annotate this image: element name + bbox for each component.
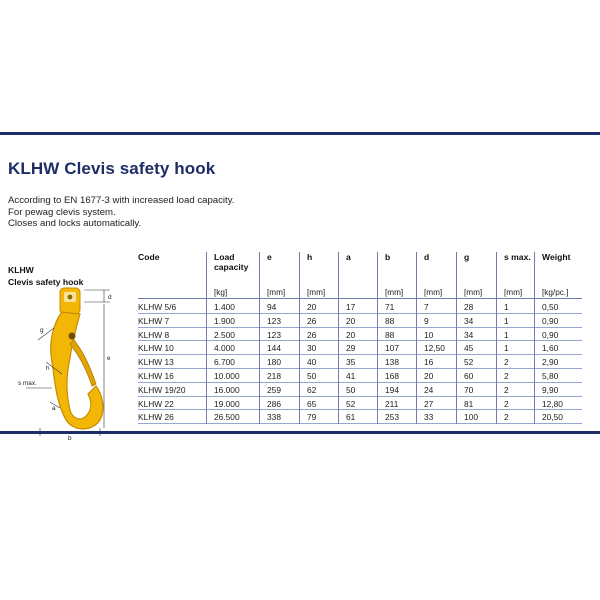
- table-cell: 286: [267, 398, 281, 409]
- table-cell: 1: [504, 329, 509, 340]
- table-cell: 20,50: [542, 412, 563, 423]
- dim-label-d: d: [108, 294, 112, 301]
- table-cell: KLHW 8: [138, 329, 170, 340]
- dim-label-b: b: [68, 435, 72, 442]
- table-cell: 29: [346, 343, 356, 354]
- table-cell: 35: [346, 357, 356, 368]
- table-cell: 26: [307, 315, 317, 326]
- hook-latch: [70, 340, 96, 386]
- header-s-max: s max.: [504, 252, 531, 262]
- table-cell: 6.700: [214, 357, 235, 368]
- table-cell: KLHW 5/6: [138, 302, 177, 312]
- table-cell: 2: [504, 384, 509, 395]
- table-cell: 20: [424, 370, 434, 381]
- table-cell: 20: [346, 315, 356, 326]
- table-cell: 60: [464, 370, 474, 381]
- table-cell: 20: [346, 329, 356, 340]
- table-cell: 1,60: [542, 343, 559, 354]
- table-cell: 1: [504, 302, 509, 312]
- intro-line: According to EN 1677-3 with increased load capacity.: [8, 195, 235, 206]
- table-cell: 40: [307, 357, 317, 368]
- table-cell: 7: [424, 302, 429, 312]
- table-cell: 0,50: [542, 302, 559, 312]
- table-cell: 107: [385, 343, 399, 354]
- table-cell: KLHW 13: [138, 357, 174, 368]
- header-g: g: [464, 252, 470, 262]
- bottom-divider: [0, 431, 600, 434]
- unit-b: [mm]: [385, 288, 404, 297]
- table-cell: 0,90: [542, 329, 559, 340]
- table-cell: 144: [267, 343, 281, 354]
- table-cell: 19.000: [214, 398, 240, 409]
- table-cell: 2.500: [214, 329, 235, 340]
- table-body: [138, 300, 582, 424]
- table-cell: 88: [385, 329, 395, 340]
- header-a: a: [346, 252, 351, 262]
- column-divider: [416, 252, 417, 424]
- table-cell: 61: [346, 412, 356, 423]
- side-label-line: KLHW: [8, 265, 34, 275]
- table-row: [138, 314, 582, 328]
- table-cell: 4.000: [214, 343, 235, 354]
- table-row: [138, 369, 582, 383]
- table-cell: 71: [385, 302, 395, 312]
- table-cell: 33: [424, 412, 434, 423]
- table-cell: 138: [385, 357, 399, 368]
- table-cell: 2: [504, 357, 509, 368]
- table-cell: 168: [385, 370, 399, 381]
- table-cell: 24: [424, 384, 434, 395]
- table-cell: 2,90: [542, 357, 559, 368]
- column-divider: [496, 252, 497, 424]
- row-divider: [138, 423, 582, 424]
- table-cell: KLHW 22: [138, 398, 174, 409]
- column-divider: [534, 252, 535, 424]
- table-cell: 27: [424, 398, 434, 409]
- column-divider: [299, 252, 300, 424]
- table-cell: 2: [504, 412, 509, 423]
- table-cell: 16.000: [214, 384, 240, 395]
- table-cell: 12,50: [424, 343, 445, 354]
- table-cell: 253: [385, 412, 399, 423]
- table-cell: KLHW 19/20: [138, 384, 186, 395]
- table-cell: KLHW 7: [138, 315, 170, 326]
- header-load-capacity: Load capacity: [214, 252, 249, 272]
- table-cell: 0,90: [542, 315, 559, 326]
- table-cell: 28: [464, 302, 474, 312]
- table-cell: 45: [464, 343, 474, 354]
- table-row: [138, 410, 582, 424]
- header-weight: Weight: [542, 252, 571, 262]
- table-cell: 2: [504, 398, 509, 409]
- table-cell: 81: [464, 398, 474, 409]
- table-cell: 26: [307, 329, 317, 340]
- table-cell: 94: [267, 302, 277, 312]
- dim-label-e: e: [107, 355, 111, 362]
- table-row: [138, 300, 582, 314]
- spec-table: [138, 252, 582, 424]
- unit-load-capacity: [kg]: [214, 288, 228, 297]
- table-cell: 218: [267, 370, 281, 381]
- column-divider: [456, 252, 457, 424]
- table-cell: KLHW 10: [138, 343, 174, 354]
- dim-label-a: a: [52, 405, 56, 412]
- column-divider: [206, 252, 207, 424]
- header-underline: [138, 298, 582, 299]
- intro-text: [8, 195, 234, 230]
- table-row: [138, 355, 582, 369]
- column-divider: [338, 252, 339, 424]
- dim-label-h: h: [46, 365, 50, 372]
- header-b: b: [385, 252, 391, 262]
- table-row: [138, 383, 582, 397]
- table-cell: 123: [267, 315, 281, 326]
- table-cell: 26.500: [214, 412, 240, 423]
- table-cell: 123: [267, 329, 281, 340]
- dim-label-g: g: [40, 327, 44, 334]
- top-divider: [0, 132, 600, 135]
- hook-body: [51, 312, 103, 429]
- table-cell: 34: [464, 329, 474, 340]
- table-cell: 12,80: [542, 398, 563, 409]
- table-cell: 194: [385, 384, 399, 395]
- dim-label-s-max: s max.: [18, 380, 37, 387]
- table-cell: 88: [385, 315, 395, 326]
- table-cell: 1: [504, 343, 509, 354]
- unit-h: [mm]: [307, 288, 326, 297]
- unit-d: [mm]: [424, 288, 443, 297]
- table-row: [138, 328, 582, 342]
- table-cell: 9: [424, 315, 429, 326]
- table-cell: 62: [307, 384, 317, 395]
- table-cell: KLHW 16: [138, 370, 174, 381]
- table-cell: 1.900: [214, 315, 235, 326]
- table-cell: 211: [385, 398, 399, 409]
- unit-g: [mm]: [464, 288, 483, 297]
- table-cell: 16: [424, 357, 434, 368]
- hook-illustration: [0, 282, 130, 442]
- table-cell: 100: [464, 412, 478, 423]
- table-cell: 20: [307, 302, 317, 312]
- table-cell: 1.400: [214, 302, 235, 312]
- table-cell: 52: [464, 357, 474, 368]
- table-cell: KLHW 26: [138, 412, 174, 423]
- table-cell: 338: [267, 412, 281, 423]
- table-cell: 41: [346, 370, 356, 381]
- table-cell: 79: [307, 412, 317, 423]
- intro-line: For pewag clevis system.: [8, 206, 116, 218]
- table-cell: 259: [267, 384, 281, 395]
- header-code: Code: [138, 252, 160, 262]
- page-title: KLHW Clevis safety hook: [8, 159, 216, 178]
- column-divider: [259, 252, 260, 424]
- table-cell: 180: [267, 357, 281, 368]
- unit-e: [mm]: [267, 288, 286, 297]
- table-cell: 65: [307, 398, 317, 409]
- table-cell: 1: [504, 315, 509, 326]
- unit-s-max: [mm]: [504, 288, 523, 297]
- table-cell: 52: [346, 398, 356, 409]
- table-cell: 50: [307, 370, 317, 381]
- intro-line: Closes and locks automatically.: [8, 218, 142, 229]
- unit-weight: [kg/pc.]: [542, 288, 569, 297]
- table-header-row: [138, 252, 582, 288]
- table-row: [138, 341, 582, 355]
- table-cell: 2: [504, 370, 509, 381]
- table-cell: 10: [424, 329, 434, 340]
- table-cell: 17: [346, 302, 356, 312]
- table-cell: 30: [307, 343, 317, 354]
- table-cell: 9,90: [542, 384, 559, 395]
- column-divider: [377, 252, 378, 424]
- header-d: d: [424, 252, 430, 262]
- header-h: h: [307, 252, 313, 262]
- side-label-line: Clevis safety hook: [8, 276, 84, 287]
- table-cell: 50: [346, 384, 356, 395]
- hook-pin: [68, 295, 73, 300]
- table-cell: 34: [464, 315, 474, 326]
- header-e: e: [267, 252, 272, 262]
- table-cell: 70: [464, 384, 474, 395]
- table-cell: 5,80: [542, 370, 559, 381]
- table-cell: 10.000: [214, 370, 240, 381]
- table-row: [138, 397, 582, 411]
